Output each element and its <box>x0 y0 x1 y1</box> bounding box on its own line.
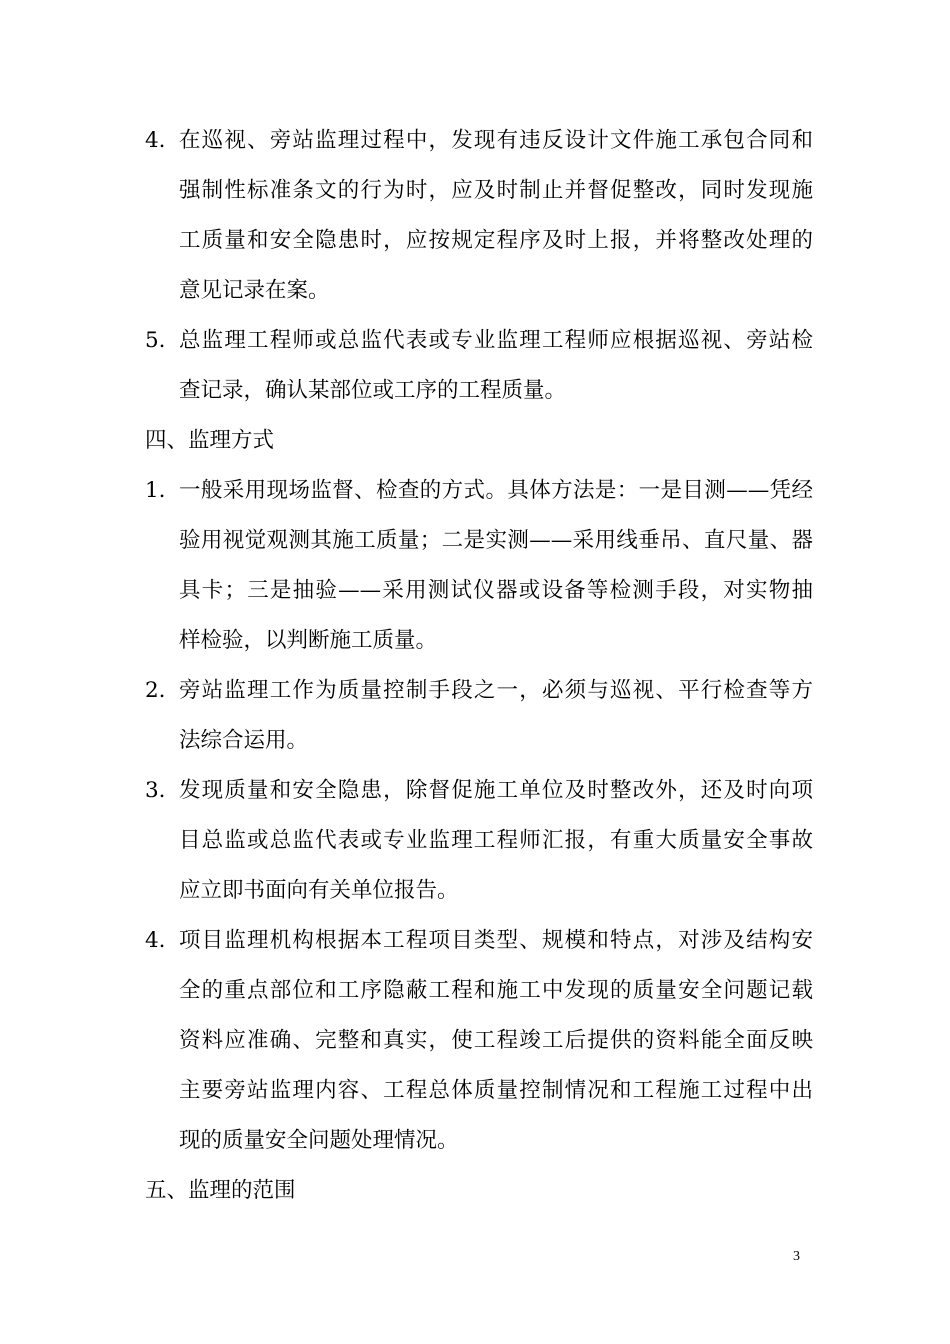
item-number: 4. <box>145 928 166 953</box>
text-line: 发现质量和安全隐患，除督促施工单位及时整改外，还及时向项 <box>179 778 813 803</box>
numbered-item <box>145 666 813 766</box>
item-number: 5. <box>145 328 166 353</box>
text-line: 目总监或总监代表或专业监理工程师汇报，有重大质量安全事故 <box>179 828 813 853</box>
text-line: 资料应准确、完整和真实，使工程竣工后提供的资料能全面反映 <box>179 1028 813 1053</box>
text-line: 意见记录在案。 <box>179 278 330 303</box>
item-number: 2. <box>145 678 166 703</box>
item-number: 4. <box>145 128 166 153</box>
item-text <box>179 916 813 1166</box>
text-line: 在巡视、旁站监理过程中，发现有违反设计文件施工承包合同和 <box>179 128 813 153</box>
item-text <box>179 666 813 766</box>
text-line: 验用视觉观测其施工质量；二是实测——采用线垂吊、直尺量、器 <box>179 528 813 553</box>
text-line: 样检验，以判断施工质量。 <box>179 628 438 653</box>
text-line: 法综合运用。 <box>179 728 309 753</box>
item-text <box>179 466 813 666</box>
text-line: 具卡；三是抽验——采用测试仪器或设备等检测手段，对实物抽 <box>179 578 813 603</box>
text-line: 全的重点部位和工序隐蔽工程和施工中发现的质量安全问题记载 <box>179 978 813 1003</box>
text-line: 一般采用现场监督、检查的方式。具体方法是：一是目测——凭经 <box>179 478 813 503</box>
text-line: 主要旁站监理内容、工程总体质量控制情况和工程施工过程中出 <box>179 1078 813 1103</box>
document-body <box>145 116 813 1216</box>
numbered-item <box>145 916 813 1166</box>
section-heading: 四、监理方式 <box>145 428 275 453</box>
text-line: 现的质量安全问题处理情况。 <box>179 1128 459 1153</box>
item-text <box>179 316 813 416</box>
numbered-item <box>145 316 813 416</box>
text-line: 项目监理机构根据本工程项目类型、规模和特点，对涉及结构安 <box>179 928 813 953</box>
item-number: 1. <box>145 478 166 503</box>
numbered-item <box>145 766 813 916</box>
text-line: 工质量和安全隐患时，应按规定程序及时上报，并将整改处理的 <box>179 228 813 253</box>
item-text <box>179 116 813 316</box>
numbered-item <box>145 116 813 316</box>
section-heading: 五、监理的范围 <box>145 1178 296 1203</box>
numbered-item <box>145 466 813 666</box>
text-line: 查记录，确认某部位或工序的工程质量。 <box>179 378 567 403</box>
item-number: 3. <box>145 778 166 803</box>
item-text <box>179 766 813 916</box>
text-line: 旁站监理工作为质量控制手段之一，必须与巡视、平行检查等方 <box>179 678 813 703</box>
text-line: 应立即书面向有关单位报告。 <box>179 878 459 903</box>
text-line: 强制性标准条文的行为时，应及时制止并督促整改，同时发现施 <box>179 178 813 203</box>
text-line: 总监理工程师或总监代表或专业监理工程师应根据巡视、旁站检 <box>179 328 813 353</box>
page-number: 3 <box>793 1249 800 1264</box>
